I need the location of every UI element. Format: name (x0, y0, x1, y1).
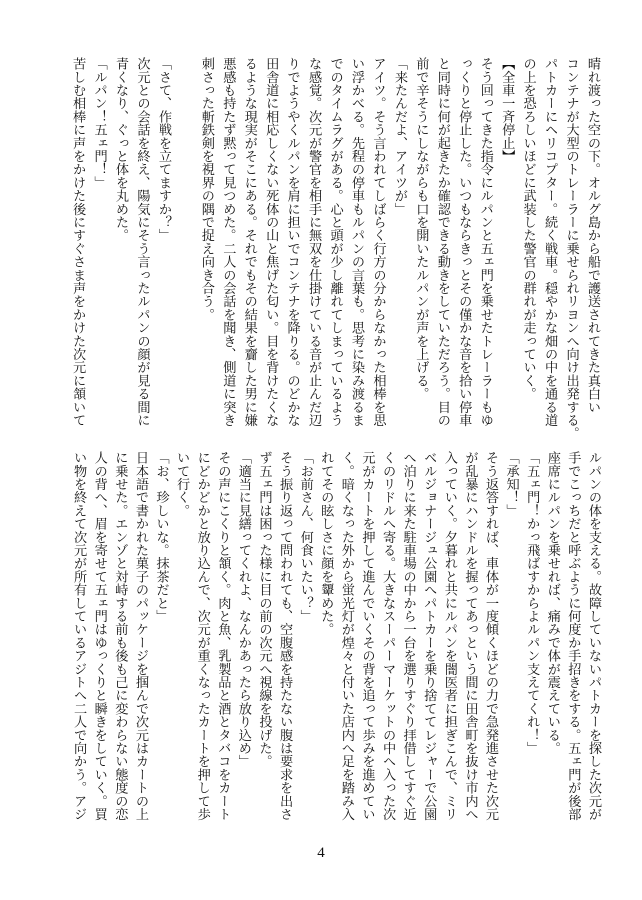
text-line: 「ルパン！五ェ門！」 (91, 57, 107, 189)
text-line: 晴れ渡った空の下。オルグ島から船で護送されてきた真白い (585, 57, 600, 414)
text-line: 日本語で書かれた菓子のパッケージを掴んで次元はカートの上 (132, 451, 148, 821)
text-line: ルパンの体を支える。故障していないパトカーを探した次元が (586, 451, 601, 821)
text-line: コンテナが大型のトレーラーに乗せられリヨンへ向け出発する。 (563, 57, 579, 440)
text-block-lower (68, 451, 603, 825)
text-line: 「お前さん、何食いたい？」 (297, 451, 313, 623)
text-line: 手でこっちだと呼ぶように何度か手招きをする。五ェ門が後部 (565, 451, 581, 821)
text-line: 「さて、作戦を立てますか？」 (155, 57, 171, 242)
text-line: 「五ェ門！かっ飛ばすからよルパン支えてくれ！」 (524, 451, 540, 755)
text-line: な感覚。次元が警官を相手に無双を仕掛けている音が止んだ辺 (306, 57, 322, 427)
text-line: 次元との会話を終え、陽気にそう言ったルパンの顔が見る間に (134, 57, 150, 427)
text-line: そう返答すれば、車体が一度傾くほどの力で急発進させた次元 (483, 451, 499, 821)
text-line: りでようやくルパンを肩に担いでコンテナを降りる。のどかな (284, 57, 300, 427)
text-line: 刺さった斬鉄剣を視界の隅で捉え向き合う。 (198, 57, 214, 321)
text-line: でのタイムラグがある。心と頭が少し離れてしまっているよう (327, 57, 343, 427)
text-line: 田舎道に相応しくない死体の山と焦げた匂い。目を背けたくな (263, 57, 279, 427)
text-line: ベルジョナージュ公園へパトカーを乗り捨ててレジャーで公園 (421, 451, 437, 821)
text-line: へ泊りに来た駐車場の中から一台を選りすぐり拝借してすぐ近 (400, 451, 416, 821)
text-line: いて行く。 (174, 451, 190, 517)
text-line: 座席にルパンを乗せれば、痛みで体が震えている。 (544, 451, 560, 755)
text-line: ず五ェ門は困った様に目の前の次元へ視線を投げた。 (256, 451, 272, 768)
text-line: 悪感も持たず黙って見つめた。二人の会話を聞き、側道に突き (220, 57, 236, 427)
text-line: 入っていく。夕暮れと共にルパンを闇医者に担ぎこんで、ミリ (441, 451, 457, 821)
text-line: アイツ。そう言われてしばらく行方の分からなかった相棒を思 (370, 57, 386, 427)
text-block-upper (67, 57, 603, 440)
text-line: が乱暴にハンドルを握ってあっという間に田舎町を抜け市内へ (462, 451, 478, 821)
text-line: 前で辛そうにしながらも口を開いたルパンが声を上げる。 (413, 57, 429, 401)
text-line: い浮かべる。先程の停車もルパンの言葉も。思考に染み渡るま (349, 57, 365, 427)
text-line: の上を恐ろしいほどに武装した警官の群れが走っていく。 (520, 57, 536, 401)
text-line: 青くなり、ぐっと体を丸めた。 (113, 57, 129, 242)
text-line: 「来たんだよ、アイツが」 (391, 57, 407, 216)
text-line: と同時に何が起きたか確認できる動きをしていただろう。目の (434, 57, 450, 427)
text-line: くのリドルへ寄る。大きなスーパーマーケットの中へ入った次 (380, 451, 396, 821)
text-line: 「承知！」 (503, 451, 519, 517)
text-line: 「適当に見繕ってくれよ、なんかあったら放り込め」 (235, 451, 251, 768)
text-line: そう回ってきた指令にルパンと五ェ門を乗せたトレーラーもゆ (477, 57, 493, 427)
blank-line (174, 57, 195, 431)
text-line: く。暗くなった外から蛍光灯が煌々と付いた店内へ足を踏み入 (338, 451, 354, 821)
text-line: パトカーにヘリコプター。続く戦車。穏やかな畑の中を通る道 (542, 57, 558, 427)
text-line: っくりと停止した。いつもならきっとその僅かな音を拾い停車 (456, 57, 472, 427)
text-line: い物を終えて次元が所有しているアジトへ二人で向かう。アジ (71, 451, 87, 821)
text-line: 人の背へ、眉を寄せて五ェ門はゆっくりと瞬きをしていく。買 (91, 451, 107, 821)
text-line: その声にこくりと頷く。肉と魚、乳製品と酒とタバコをカート (215, 451, 231, 821)
text-line: 苦しむ相棒に声をかけた後にすぐさま声をかけた次元に頷いて (70, 57, 86, 427)
page-number: 4 (317, 845, 325, 861)
text-line: るような現実がそこにある。それでもその結果を齎した男に嫌 (241, 57, 257, 427)
text-line: に乗せた。エンゾと対峙する前も後も己に変わらない態度の恋 (112, 451, 128, 821)
text-line: 「お、珍しいな。抹茶だと」 (153, 451, 169, 623)
text-line: れてその眩しさに顔を顰めた。 (318, 451, 334, 636)
text-line: にどかどかと放り込んで、次元が重くなったカートを押して歩 (194, 451, 210, 821)
text-line: 元がカートを押して進んでいくその背を追って歩みを進めてい (359, 451, 375, 821)
text-line: 【全車一斉停止】 (499, 57, 515, 163)
text-line: そう振り返って問われても、空腹感を持たない腹は要求を出さ (277, 451, 293, 821)
